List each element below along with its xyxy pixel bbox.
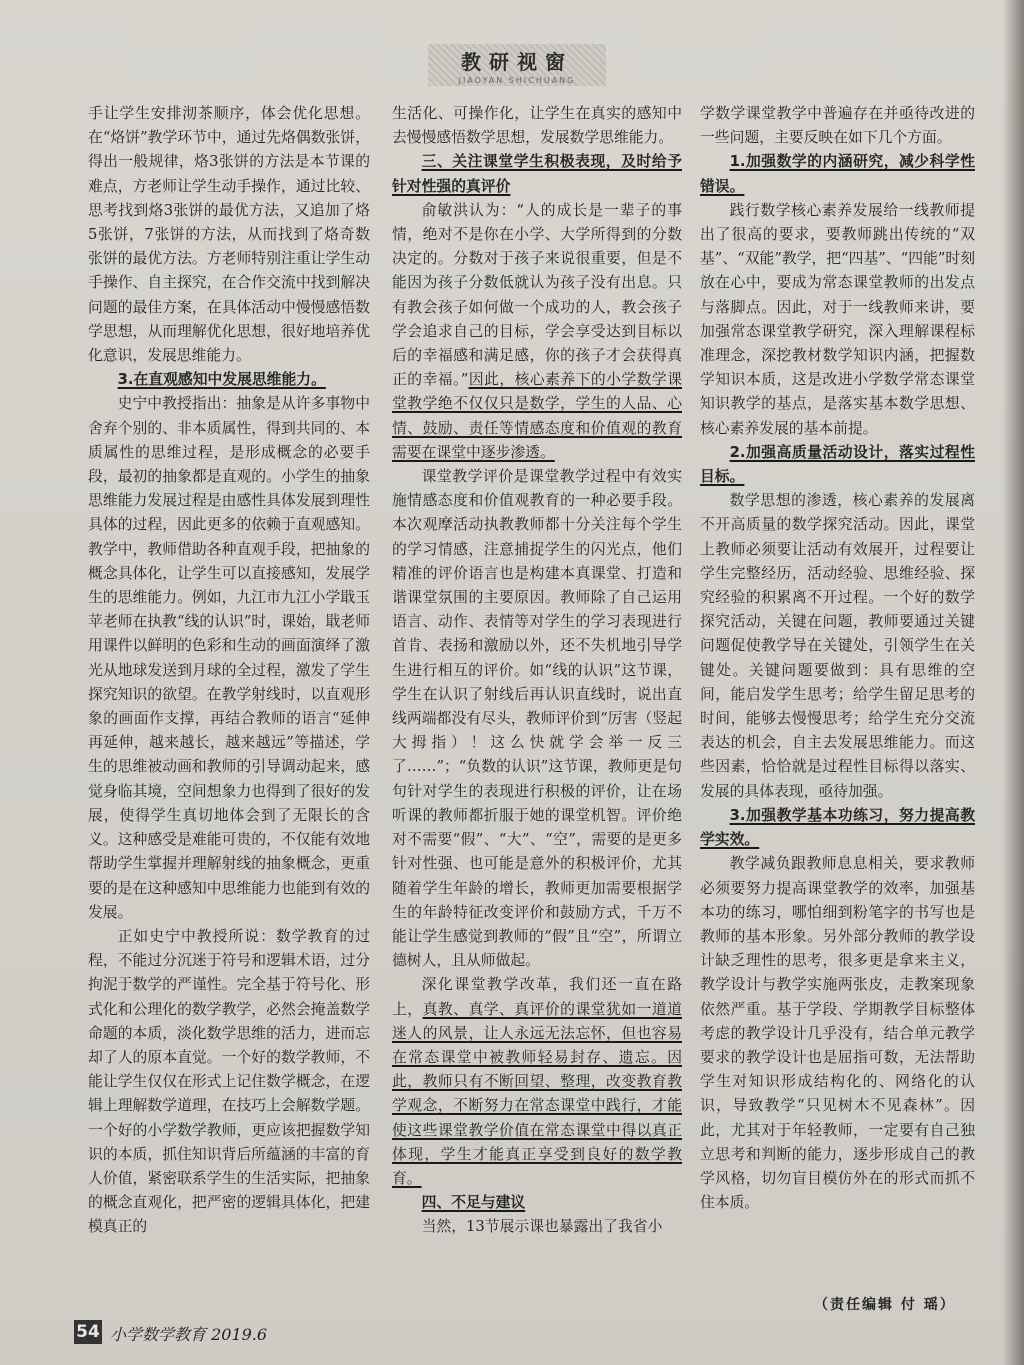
text-column-left	[88, 102, 370, 1240]
text-column-middle	[392, 102, 682, 1240]
paragraph-lead: 深化课堂教学改革，我们还一直在路上，	[392, 976, 682, 1018]
section-heading-4: 四、不足与建议	[421, 1194, 526, 1212]
paragraph: 学数学课堂教学中普遍存在并亟待改进的一些问题，主要反映在如下几个方面。	[700, 105, 975, 147]
paragraph: 教学减负跟教师息息相关，要求教师必须要努力提高课堂教学的效率，加强基本功的练习，哪怕细到粉笔字的书写也是教师的基本形象。另外部分教师的教学设计缺乏理性的思考，很多更是拿来主义，教学设计与教学实施两张皮，走教案现象依然严重。基于学段、学期教学目标整体考虑的教学设计几乎没有，结合单元教学要求的教学设计也是屈指可数，无法帮助学生对知识形成结构化的、网络化的认识，导致教学“只见树木不见森林”。因此，尤其对于年轻教师，一定要有自己独立思考和判断的能力，逐步形成自己的教学风格，切勿盲目模仿外在的形式而抓不住本质。	[700, 855, 975, 1212]
subheading: 3.在直观感知中发展思维能力。	[117, 371, 326, 389]
underlined-text: 因此，核心素养下的小学数学课堂教学绝不仅仅只是数学，学生的人品、心情、鼓励、责任等情感态度和价值观的教育需要在课堂中逐步渗透。	[392, 371, 682, 461]
subheading: 3.加强教学基本功练习，努力提高教学实效。	[700, 806, 975, 849]
text-column-right	[700, 102, 975, 1215]
section-title: 教研视窗	[461, 50, 573, 74]
section-header	[428, 44, 606, 86]
quote-text: 俞敏洪认为：“人的成长是一辈子的事情，绝对不是你在小学、大学所得到的分数决定的。分数对于孩子来说很重要，但是不能因为孩子分数低就认为孩子没有出息。只有教会孩子如何做一个成功的人，教会孩子学会追求自己的目标，学会享受达到目标以后的幸福感和满足感，你的孩子才会获得真正的幸福。”	[392, 201, 682, 389]
section-subtitle: JIAOYAN SHICHUANG	[458, 76, 576, 85]
paragraph: 数学思想的渗透，核心素养的发展离不开高质量的数学探究活动。因此，课堂上教师必须要让活动有效展开，过程要让学生完整经历，活动经验、思维经验、探究经验的积累离不开过程。一个好的数学探究活动，关键在问题，教师要通过关键问题促使教学导在关键处，引领学生在关键处。关键问题要做到：具有思维的空间，能启发学生思考；给学生留足思考的时间，能够去慢慢思考；给学生充分交流表达的机会，自主去发展思维能力。而这些因素，恰恰就是过程性目标得以落实、发展的具体表现，亟待加强。	[700, 492, 975, 800]
paragraph	[392, 199, 682, 465]
page-footer	[74, 1297, 956, 1348]
paragraph: 手让学生安排沏茶顺序，体会优化思想。在“烙饼”教学环节中，通过先烙偶数张饼，得出一般规律，烙3张饼的方法是本节课的难点，方老师让学生动手操作，通过比较、思考找到烙3张饼的最优方法，又追加了烙5张饼，7张饼的方法，从而找到了烙奇数张饼的最优方法。方老师特别注重让学生动手操作、自主探究，在合作交流中找到解决问题的最佳方案，在具体活动中慢慢感悟数学思想，从而理解优化思想，很好地培养优化意识，发展思维能力。	[88, 105, 370, 365]
paragraph: 正如史宁中教授所说：数学教育的过程，不能过分沉迷于符号和逻辑术语，过分拘泥于数学的严谨性。完全基于符号化、形式化和公理化的数学教学，必然会掩盖数学命题的本质，淡化数学思维的活力，进而忘却了人的原本直觉。一个好的数学教师，不能让学生仅仅在形式上记住数学概念，在逻辑上理解数学道理，在技巧上会解数学题。一个好的小学数学教师，更应该把握数学知识的本质，抓住知识背后所蕴涵的丰富的育人价值，紧密联系学生的生活实际，把抽象的概念直观化，把严密的逻辑具体化，把建模真正的	[88, 927, 370, 1236]
paragraph: 当然，13节展示课也暴露出了我省小	[421, 1218, 663, 1236]
journal-name: 小学数学教育 2019.6	[110, 1325, 268, 1344]
paragraph: 生活化、可操作化，让学生在真实的感知中去慢慢感悟数学思想，发展数学思维能力。	[392, 105, 682, 147]
editor-credit: （责任编辑 付 瑶）	[814, 1297, 956, 1313]
paragraph	[392, 973, 682, 1191]
subheading: 1.加强数学的内涵研究，减少科学性错误。	[700, 153, 975, 195]
paragraph: 史宁中教授指出：抽象是从许多事物中舍弃个别的、非本质属性，得到共同的、本质属性的思维过程，是形成概念的必要手段，最初的抽象都是直观的。小学生的抽象思维能力发展过程是由感性具体发展到理性具体的过程，因此更多的依赖于直观感知。教学中，教师借助各种直观手段，把抽象的概念具体化，让学生可以直接感知，发展学生的思维能力。例如，九江市九江小学戢玉苹老师在执教“线的认识”时，课始，戢老师用课件以鲜明的色彩和生动的画面演绎了激光从地球发送到月球的全过程，激发了学生探究知识的欲望。在教学射线时，以直观形象的画面作支撑，再结合教师的语言“延伸再延伸，越来越长，越来越远”等描述，学生的思维被动画和教师的引导调动起来，感觉身临其境，空间想象力也得到了很好的发展，使得学生真切地体会到了无限长的含义。这种感受是难能可贵的，不仅能有效地帮助学生掌握并理解射线的抽象概念，更重要的是在这种感知中思维能力也能到有效的发展。	[88, 395, 370, 921]
underlined-text: 真教、真学、真评价的课堂犹如一道道迷人的风景，让人永远无法忘怀，但也容易在常态课堂中被教师轻易封存、遗忘。因此，教师只有不断回望、整理，改变教育教学观念，不断努力在常态课堂中践行，才能使这些课堂教学价值在常态课堂中得以真正体现，学生才能真正享受到良好的数学教育。	[392, 1000, 682, 1187]
subheading: 2.加强高质量活动设计，落实过程性目标。	[700, 443, 975, 486]
section-heading-3: 三、关注课堂学生积极表现，及时给予针对性强的真评价	[392, 153, 682, 195]
paragraph: 践行数学核心素养发展给一线教师提出了很高的要求，要教师跳出传统的“双基”、“双能”教学，把“四基”、“四能”时刻放在心中，要成为常态课堂教师的出发点与落脚点。因此，对于一线教师来讲，要加强常态课堂教学研究，深入理解课程标准理念，深挖教材数学知识内涵，把握数学知识本质，这是改进小学数学常态课堂知识教学的基点，是落实基本数学思想、核心素养发展的基本前提。	[700, 201, 975, 437]
page-number: 54	[74, 1320, 102, 1344]
paragraph: 课堂教学评价是课堂教学过程中有效实施情感态度和价值观教育的一种必要手段。本次观摩活动执教教师都十分关注每个学生的学习情感，注意捕捉学生的闪光点，他们精准的评价语言也是构建本真课堂、打造和谐课堂氛围的主要原因。教师除了自己运用语言、动作、表情等对学生的学习表现进行首肯、表扬和激励以外，还不失机地引导学生进行相互的评价。如“线的认识”这节课，学生在认识了射线后再认识直线时，说出直线两端都没有尽头，教师评价到“厉害（竖起大拇指）！这么快就学会举一反三了……”；“负数的认识”这节课，教师更是句句针对学生的表现进行积极的评价，让在场听课的教师都折服于她的课堂机智。评价绝对不需要“假”、“大”、“空”，需要的是更多针对性强、也可能是意外的积极评价，尤其随着学生年龄的增长，教师更加需要根据学生的年龄特征改变评价和鼓励方式，千万不能让学生感觉到教师的“假”且“空”，所谓立德树人，且从师做起。	[392, 468, 682, 970]
